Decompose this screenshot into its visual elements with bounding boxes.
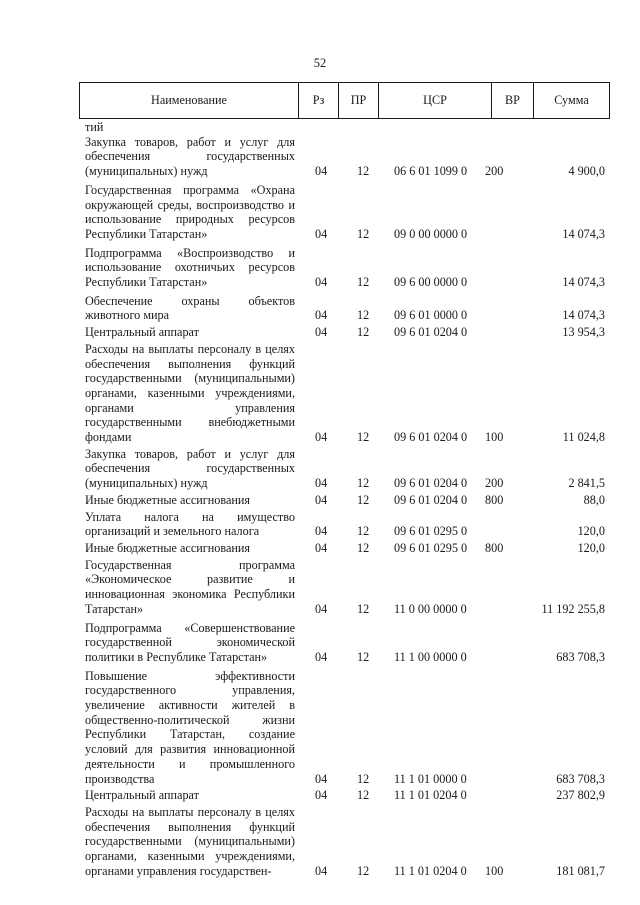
row-sum: 11 192 255,8 bbox=[541, 601, 605, 616]
row-csr: 09 6 01 0295 0 bbox=[394, 541, 468, 555]
row-name: тий bbox=[85, 120, 104, 134]
table-row bbox=[85, 294, 610, 323]
row-values bbox=[85, 772, 610, 787]
header-rz: Рз bbox=[299, 83, 339, 118]
row-sum: 2 841,5 bbox=[568, 476, 605, 491]
row-csr: 09 6 01 0204 0 bbox=[394, 430, 468, 445]
page-number: 52 bbox=[313, 56, 327, 70]
row-sum: 14 074,3 bbox=[562, 308, 605, 323]
row-sum: 4 900,0 bbox=[568, 164, 605, 179]
row-pr: 12 bbox=[357, 863, 370, 878]
row-rz: 04 bbox=[315, 788, 328, 803]
row-name: Подпрограмма «Воспроизводство и использование охотничьих ресурсов Республики Татарстан» bbox=[85, 245, 295, 290]
row-rz: 04 bbox=[315, 226, 328, 241]
row-vr: 800 bbox=[485, 541, 504, 555]
row-pr: 12 bbox=[357, 492, 370, 507]
row-rz: 04 bbox=[315, 601, 328, 616]
row-values bbox=[85, 164, 610, 179]
row-values bbox=[85, 325, 610, 340]
row-sum: 14 074,3 bbox=[562, 226, 605, 241]
header-sum: Сумма bbox=[554, 93, 589, 107]
row-rz: 04 bbox=[315, 164, 328, 179]
row-pr: 12 bbox=[357, 275, 370, 290]
row-csr: 11 0 00 0000 0 bbox=[394, 601, 467, 616]
row-values bbox=[85, 120, 610, 135]
row-name: Закупка товаров, работ и услуг для обеспечения государственных (муниципальных) нужд bbox=[85, 134, 295, 179]
row-name: Центральный аппарат bbox=[85, 325, 199, 340]
row-sum: 88,0 bbox=[583, 492, 605, 507]
row-pr: 12 bbox=[357, 541, 370, 555]
row-sum: 13 954,3 bbox=[562, 325, 605, 340]
row-sum: 683 708,3 bbox=[556, 649, 605, 664]
row-csr: 11 1 01 0204 0 bbox=[394, 788, 467, 803]
row-sum: 683 708,3 bbox=[556, 771, 605, 786]
row-values bbox=[85, 275, 610, 290]
table-row bbox=[85, 621, 610, 665]
table-row bbox=[85, 342, 610, 445]
row-csr: 09 0 00 0000 0 bbox=[394, 226, 468, 241]
table-row bbox=[85, 493, 610, 508]
table-row bbox=[85, 135, 610, 179]
table-row bbox=[85, 183, 610, 242]
row-pr: 12 bbox=[357, 788, 370, 803]
row-sum: 14 074,3 bbox=[562, 275, 605, 290]
row-values bbox=[85, 650, 610, 665]
row-values bbox=[85, 602, 610, 617]
header-vr: ВР bbox=[492, 83, 534, 118]
table-row bbox=[85, 541, 610, 556]
row-pr: 12 bbox=[357, 771, 370, 786]
row-sum: 181 081,7 bbox=[556, 863, 605, 878]
table-row bbox=[85, 325, 610, 340]
row-name: Расходы на выплаты персоналу в целях обеспечения выполнения функций государственными (муниципальными) органами, казенными учреждениями, органами управления государствен- bbox=[85, 804, 295, 878]
table-row bbox=[85, 447, 610, 491]
row-pr: 12 bbox=[357, 325, 370, 340]
row-pr: 12 bbox=[357, 649, 370, 664]
row-csr: 09 6 01 0204 0 bbox=[394, 492, 468, 507]
table-row bbox=[85, 805, 610, 879]
row-rz: 04 bbox=[315, 771, 328, 786]
row-rz: 04 bbox=[315, 863, 328, 878]
row-pr: 12 bbox=[357, 308, 370, 323]
row-name: Обеспечение охраны объектов животного мира bbox=[85, 293, 295, 323]
table-row bbox=[85, 788, 610, 803]
row-name: Закупка товаров, работ и услуг для обеспечения государственных (муниципальных) нужд bbox=[85, 446, 295, 491]
row-rz: 04 bbox=[315, 492, 328, 507]
row-name: Государственная программа «Охрана окружающей среды, воспроизводство и использование природных ресурсов Республики Татарстан» bbox=[85, 182, 295, 241]
row-rz: 04 bbox=[315, 325, 328, 340]
row-csr: 09 6 01 0204 0 bbox=[394, 325, 468, 340]
row-csr: 11 1 00 0000 0 bbox=[394, 649, 467, 664]
row-csr: 11 1 01 0204 0 bbox=[394, 863, 467, 878]
header-csr: ЦСР bbox=[379, 83, 492, 118]
row-name: Иные бюджетные ассигнования bbox=[85, 540, 251, 555]
row-pr: 12 bbox=[357, 476, 370, 491]
row-name: Центральный аппарат bbox=[85, 788, 199, 803]
row-values bbox=[85, 493, 610, 508]
table-row bbox=[85, 510, 610, 539]
row-rz: 04 bbox=[315, 430, 328, 445]
row-csr: 09 6 01 0295 0 bbox=[394, 524, 468, 539]
table-row bbox=[85, 669, 610, 787]
row-csr: 06 6 01 1099 0 bbox=[394, 164, 468, 179]
row-csr: 09 6 01 0204 0 bbox=[394, 476, 468, 491]
row-name: Расходы на выплаты персоналу в целях обеспечения выполнения функций государственными (муниципальными) органами, казенными учреждениями, органами управления государственными внебюджетными фондами bbox=[85, 341, 295, 445]
row-values bbox=[85, 476, 610, 491]
row-vr: 200 bbox=[485, 164, 504, 179]
row-values bbox=[85, 541, 610, 556]
row-pr: 12 bbox=[357, 601, 370, 616]
row-rz: 04 bbox=[315, 476, 328, 491]
row-rz: 04 bbox=[315, 524, 328, 539]
row-rz: 04 bbox=[315, 541, 328, 555]
header-pr: ПР bbox=[339, 83, 379, 118]
row-csr: 11 1 01 0000 0 bbox=[394, 771, 467, 786]
row-values bbox=[85, 864, 610, 879]
row-csr: 09 6 01 0000 0 bbox=[394, 308, 468, 323]
row-vr: 800 bbox=[485, 492, 504, 507]
table-body bbox=[85, 120, 610, 878]
table-row bbox=[85, 246, 610, 290]
row-name: Повышение эффективности государственного управления, увеличение активности жителей в общественно-политической жизни Республики Татарстан, создание условий для развития инновационной деятельности и промышленного производства bbox=[85, 668, 295, 786]
row-sum: 120,0 bbox=[577, 541, 605, 555]
row-sum: 237 802,9 bbox=[556, 788, 605, 803]
row-values bbox=[85, 227, 610, 242]
row-sum: 120,0 bbox=[577, 524, 605, 539]
row-values bbox=[85, 430, 610, 445]
row-pr: 12 bbox=[357, 164, 370, 179]
row-values bbox=[85, 308, 610, 323]
row-csr: 09 6 00 0000 0 bbox=[394, 275, 468, 290]
row-rz: 04 bbox=[315, 649, 328, 664]
row-rz: 04 bbox=[315, 308, 328, 323]
header-name: Наименование bbox=[80, 83, 299, 118]
table-row bbox=[85, 558, 610, 617]
row-values bbox=[85, 524, 610, 539]
row-vr: 100 bbox=[485, 863, 504, 878]
row-name: Государственная программа «Экономическое развитие и инновационная экономика Республики Татарстан» bbox=[85, 557, 295, 616]
row-vr: 100 bbox=[485, 430, 504, 445]
row-vr: 200 bbox=[485, 476, 504, 491]
row-sum: 11 024,8 bbox=[562, 430, 605, 445]
row-pr: 12 bbox=[357, 524, 370, 539]
row-name: Уплата налога на имущество организаций и земельного налога bbox=[85, 509, 295, 539]
row-name: Подпрограмма «Совершенствование государственной экономической политики в Республике Татарстан» bbox=[85, 620, 295, 664]
table-row bbox=[85, 120, 610, 135]
row-pr: 12 bbox=[357, 226, 370, 241]
row-name: Иные бюджетные ассигнования bbox=[85, 492, 251, 507]
table-header bbox=[79, 82, 610, 119]
row-rz: 04 bbox=[315, 275, 328, 290]
row-values bbox=[85, 788, 610, 803]
row-pr: 12 bbox=[357, 430, 370, 445]
